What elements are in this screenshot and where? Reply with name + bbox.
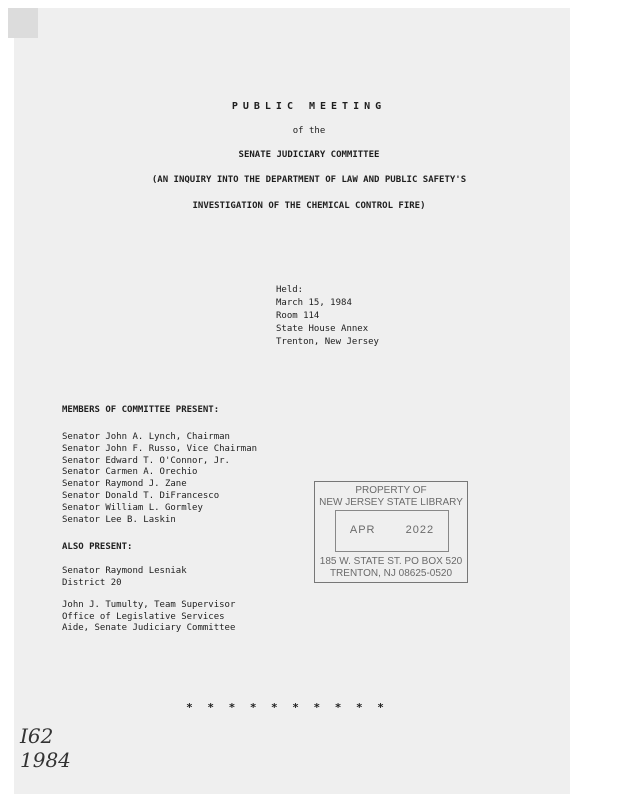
held-date: March 15, 1984 xyxy=(276,298,352,308)
also-present-heading: ALSO PRESENT: xyxy=(62,542,133,552)
handwritten-note xyxy=(20,724,71,772)
member-item: Senator John A. Lynch, Chairman xyxy=(62,432,230,442)
held-room: Room 114 xyxy=(276,311,320,321)
page-corner-mark xyxy=(8,8,38,38)
members-heading: MEMBERS OF COMMITTEE PRESENT: xyxy=(62,405,220,415)
also-present-list xyxy=(62,566,187,589)
member-item: Senator Raymond J. Zane xyxy=(62,479,187,490)
staff-line: Aide, Senate Judiciary Committee xyxy=(62,623,236,633)
member-item: Senator Carmen A. Orechio xyxy=(62,467,198,478)
member-item: Senator William L. Gormley xyxy=(62,502,203,513)
document-title: PUBLIC MEETING xyxy=(231,101,387,112)
stamp-address-line: 185 W. STATE ST. PO BOX 520 xyxy=(319,556,463,567)
staff-line: Office of Legislative Services xyxy=(62,611,225,622)
library-stamp xyxy=(314,481,468,583)
stamp-month: APR xyxy=(349,524,376,536)
stamp-property-line: PROPERTY OF xyxy=(355,485,427,496)
of-the-line: of the xyxy=(292,126,326,136)
stamp-city-line: TRENTON, NJ 08625-0520 xyxy=(329,568,453,579)
stamp-library-line: NEW JERSEY STATE LIBRARY xyxy=(319,497,463,508)
staff-block xyxy=(62,600,235,635)
separator-dots: * * * * * * * * * * xyxy=(186,701,388,714)
also-present-item: District 20 xyxy=(62,577,122,588)
handwritten-line: I62 xyxy=(20,724,54,748)
stamp-year: 2022 xyxy=(405,524,435,536)
handwritten-line: 1984 xyxy=(20,748,71,772)
committee-name: SENATE JUDICIARY COMMITTEE xyxy=(238,150,380,160)
stamp-date xyxy=(336,524,448,536)
subtitle-line-1: (AN INQUIRY INTO THE DEPARTMENT OF LAW AND PUBLIC SAFETY'S xyxy=(151,175,467,185)
members-list xyxy=(62,432,257,526)
member-item: Senator Edward T. O'Connor, Jr. xyxy=(62,455,230,466)
also-present-item: Senator Raymond Lesniak xyxy=(62,566,187,576)
held-city: Trenton, New Jersey xyxy=(276,337,379,347)
held-building: State House Annex xyxy=(276,324,369,334)
held-label: Held: xyxy=(276,285,304,295)
member-item: Senator John F. Russo, Vice Chairman xyxy=(62,443,258,454)
held-block xyxy=(276,284,379,349)
member-item: Senator Donald T. DiFrancesco xyxy=(62,490,220,501)
subtitle-line-2: INVESTIGATION OF THE CHEMICAL CONTROL FIRE) xyxy=(192,201,426,211)
member-item: Senator Lee B. Laskin xyxy=(62,514,176,525)
stamp-date-box xyxy=(335,510,449,552)
staff-line: John J. Tumulty, Team Supervisor xyxy=(62,600,236,610)
